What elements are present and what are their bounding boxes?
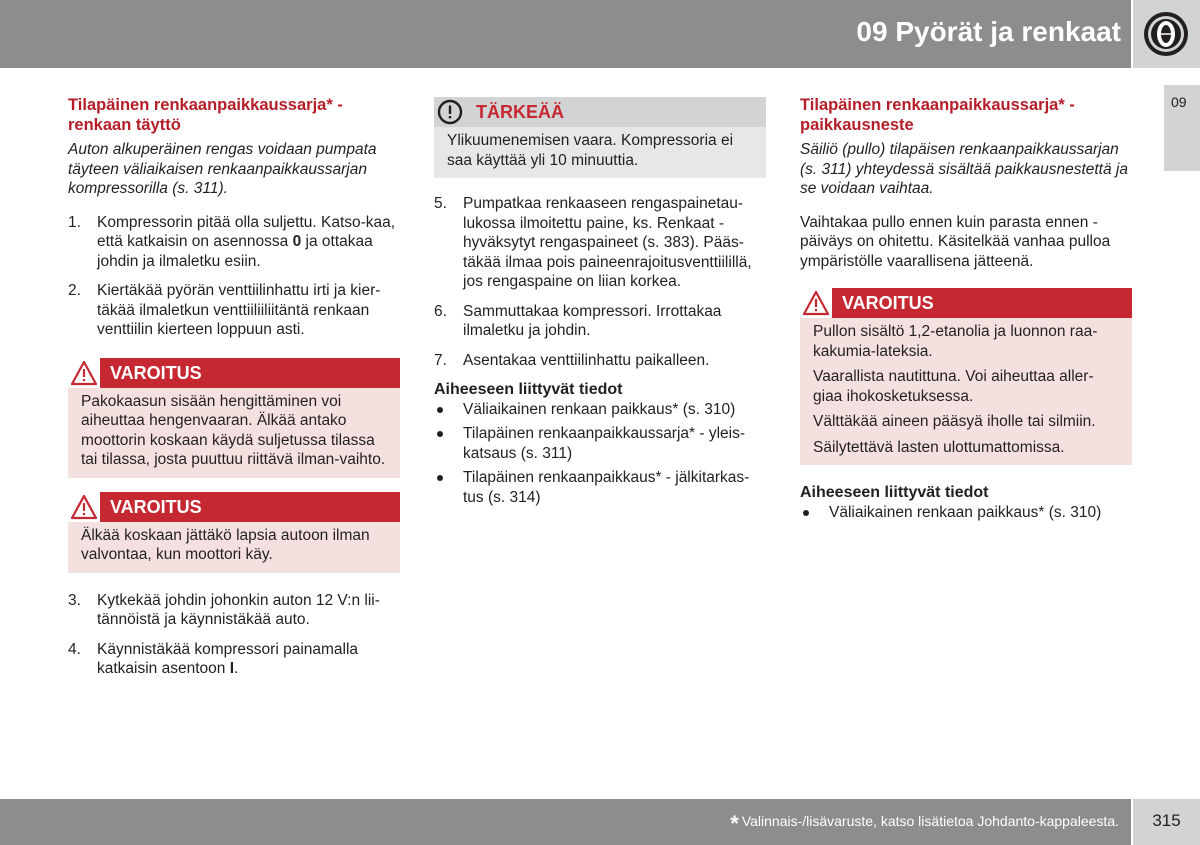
related-link[interactable]: Tilapäinen renkaanpaikkaussarja* - yleis-katsaus (s. 311) [434,424,766,463]
warning-box [800,288,1132,465]
important-label: TÄRKEÄÄ [476,102,564,122]
warning-box [68,358,400,478]
related-link[interactable]: Väliaikainen renkaan paikkaus* (s. 310) [434,400,766,420]
step-item: 7. Asentakaa venttiilinhattu paikalleen. [434,351,710,369]
warning-label: VAROITUS [110,362,202,383]
step-item: 6. Sammuttakaa kompressori. Irrottakaa ilmaletku ja johdin. [434,302,722,339]
chapter-header [0,0,1131,68]
step-item: 3. Kytkekää johdin johonkin auton 12 V:n lii-tännöistä ja käynnistäkää auto. [68,591,380,628]
tire-icon [1142,10,1190,58]
page-number: 315 [1152,811,1181,830]
column-2 [434,97,766,512]
warning-text: Pullon sisältö 1,2-etanolia ja luonnon raa-kakumia-lateksia. Vaarallista nautittuna. Voi aiheuttaa aller-giaa ihokosketuksessa. Välttäkää aineen pääsyä iholle tai silmiin. Säilytettävä lasten ulottumattomissa. [800,318,1132,465]
warning-triangle-icon [800,288,832,318]
warning-box [68,492,400,573]
step-item: 1. Kompressorin pitää olla suljettu. Katso-kaa, että katkaisin on asennossa 0 ja ottakaa johdin ja ilmaletku esiin. [68,213,396,270]
section-heading-inflation: Tilapäinen renkaanpaikkaussarja* - renkaan täyttö [68,96,343,134]
warning-label: VAROITUS [842,293,934,313]
column-1 [68,95,400,689]
related-link[interactable]: Väliaikainen renkaan paikkaus* (s. 310) [800,503,1132,523]
warning-text: Pakokaasun sisään hengittäminen voi aiheuttaa hengenvaaran. Älkää antako moottorin koskaan käydä suljetussa tilassa tai tilassa, josta puuttuu riittävä ilman-vaihto. [68,388,400,478]
chapter-side-tab[interactable] [1164,85,1200,171]
step-item: 4. Käynnistäkää kompressori painamalla katkaisin asentoon I. [68,640,359,677]
related-heading: Aiheeseen liittyvät tiedot [434,381,623,398]
related-link[interactable]: Tilapäinen renkaanpaikkaus* - jälkitarkas-tus (s. 314) [434,468,766,507]
steps-list-b [68,591,400,679]
column-3 [800,95,1132,527]
section-intro: Säiliö (pullo) tilapäisen renkaanpaikkaussarjan (s. 311) yhteydessä sisältää paikkausnestettä ja se voidaan vaihtaa. [800,141,1128,197]
warning-triangle-icon [68,492,100,522]
related-heading: Aiheeseen liittyvät tiedot [800,484,989,501]
chapter-title: 09 Pyörät ja renkaat [856,16,1121,47]
page-footer [0,799,1131,845]
warning-triangle-icon [68,358,100,388]
important-box [434,97,766,178]
chapter-icon-box [1133,0,1200,68]
warning-label: VAROITUS [110,496,202,517]
important-text: Ylikuumenemisen vaara. Kompressoria ei saa käyttää yli 10 minuuttia. [434,127,766,178]
steps-list-a [68,213,400,340]
page-number-box [1133,799,1200,845]
steps-list-c [434,194,766,370]
related-list [434,400,766,508]
warning-header [800,288,1132,318]
section-intro: Auton alkuperäinen rengas voidaan pumpata täyteen väliaikaisen renkaanpaikkaussarjan kompressorilla (s. 311). [68,141,377,197]
step-item: 5. Pumpatkaa renkaaseen rengaspainetau-lukossa ilmoitettu paine, ks. Renkaat - hyväksytyt rengaspaineet (s. 383). Pääs-täkää ilmaa pois paineenrajoitusventtiilillä, jos rengaspaine on liian korkea. [434,195,752,290]
warning-header [68,492,400,522]
footnote: * Valinnais-/lisävaruste, katso lisätietoa Johdanto-kappaleesta. [730,811,1119,836]
important-header [434,97,766,127]
section-heading-sealant: Tilapäinen renkaanpaikkaussarja* - paikkausneste [800,96,1075,134]
exclamation-icon [434,97,466,127]
related-list [800,503,1132,523]
step-item: 2. Kiertäkää pyörän venttiilinhattu irti ja kier-täkää ilmaletkun venttiiliiliitäntä renkaan venttiilin kierteen loppuun asti. [68,282,381,338]
warning-header [68,358,400,388]
body-paragraph: Vaihtakaa pullo ennen kuin parasta ennen -päiväys on ohitettu. Käsitelkää vanhaa pulloa ympäristölle vaarallisena jätteenä. [800,213,1111,270]
side-tab-label: 09 [1171,94,1187,110]
warning-text: Älkää koskaan jättäkö lapsia autoon ilman valvontaa, kun moottori käy. [68,522,400,573]
